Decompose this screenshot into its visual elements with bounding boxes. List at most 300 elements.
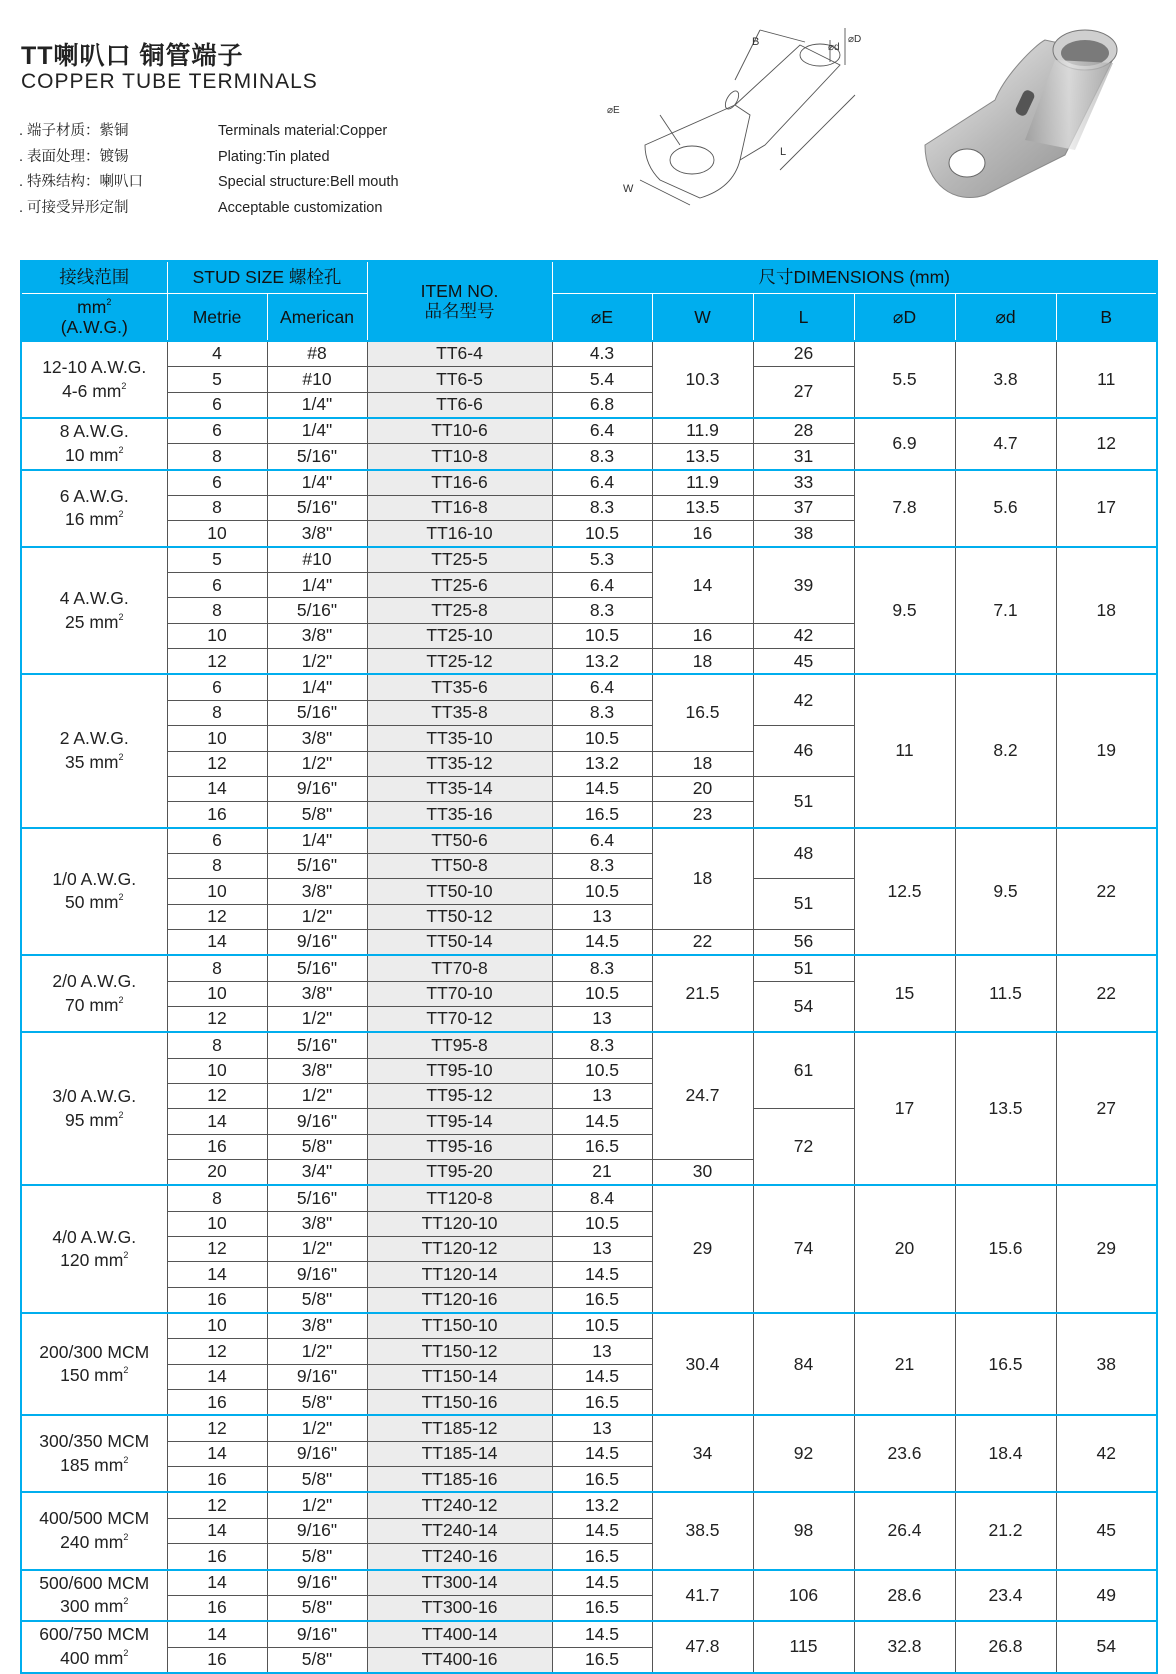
tube-outline	[735, 45, 840, 160]
wire-range-mm	[22, 891, 167, 915]
wire-range-mm-value: 70 mm	[65, 994, 119, 1015]
dim-l-cell: 61	[753, 1032, 854, 1109]
dim-e-cell: 14.5	[552, 1109, 652, 1134]
item-no-cell: TT150-16	[367, 1390, 552, 1416]
dim-w-cell: 47.8	[652, 1621, 753, 1673]
metric-cell: 12	[167, 1083, 267, 1108]
american-cell: 5/8"	[267, 1595, 367, 1621]
wire-range-mm	[22, 1249, 167, 1273]
item-no-cell: TT35-16	[367, 802, 552, 828]
metric-cell: 14	[167, 1441, 267, 1466]
dim-e-cell: 16.5	[552, 1647, 652, 1673]
spec-material-en: Terminals material:Copper	[218, 123, 388, 139]
dim-w-cell: 24.7	[652, 1032, 753, 1159]
item-no-cell: TT300-16	[367, 1595, 552, 1621]
lug-hole-outline	[670, 146, 714, 174]
wire-range-cell	[21, 1032, 167, 1185]
table-row	[21, 1185, 1157, 1211]
metric-cell: 8	[167, 1185, 267, 1211]
wire-range-mm-value: 400 mm	[60, 1648, 124, 1669]
wire-range-awg: 4 A.W.G.	[59, 587, 129, 608]
wire-range-cell	[21, 470, 167, 547]
header-wire-unit-mm: mm	[77, 296, 107, 317]
table-row	[21, 1313, 1157, 1339]
table-row	[21, 828, 1157, 854]
item-no-cell: TT6-6	[367, 392, 552, 418]
american-cell: 3/8"	[267, 726, 367, 751]
metric-cell: 14	[167, 1262, 267, 1287]
american-cell: 3/8"	[267, 623, 367, 648]
metric-cell: 14	[167, 1570, 267, 1596]
dim-e-cell: 14.5	[552, 1441, 652, 1466]
dim-l-cell: 46	[753, 726, 854, 777]
specification-table	[20, 260, 1158, 1674]
dim-e-cell: 14.5	[552, 776, 652, 801]
spec-structure-en: Special structure:Bell mouth	[218, 174, 399, 190]
metric-cell: 14	[167, 1518, 267, 1543]
wire-range-mm	[22, 508, 167, 532]
wire-range-awg: 1/0 A.W.G.	[52, 868, 137, 889]
item-no-cell: TT400-14	[367, 1621, 552, 1647]
table-body	[21, 341, 1157, 1673]
label-l: L	[780, 146, 787, 158]
american-cell: 1/4"	[267, 674, 367, 700]
table-row	[21, 1621, 1157, 1647]
dim-b-cell: 11	[1056, 341, 1157, 418]
wire-range-mm-sup: 2	[121, 380, 127, 391]
dim-l-cell: 48	[753, 828, 854, 879]
item-no-cell: TT150-10	[367, 1313, 552, 1339]
item-no-cell: TT35-6	[367, 674, 552, 700]
item-no-cell: TT10-8	[367, 444, 552, 470]
american-cell: 5/8"	[267, 1467, 367, 1493]
photo-lug-hole	[949, 149, 985, 177]
wire-range-mm	[22, 1454, 167, 1478]
dim-d-inner-cell: 15.6	[955, 1185, 1056, 1313]
metric-cell: 8	[167, 1032, 267, 1058]
dim-l-cell: 28	[753, 418, 854, 444]
wire-range-mm	[22, 1647, 167, 1671]
dim-d-inner-cell: 9.5	[955, 828, 1056, 956]
wire-range-cell	[21, 547, 167, 675]
item-no-cell: TT185-14	[367, 1441, 552, 1466]
wire-range-mm-sup: 2	[123, 1454, 129, 1465]
dim-w-cell: 23	[652, 802, 753, 828]
wire-range-awg: 6 A.W.G.	[59, 485, 129, 506]
dim-d-outer-cell: 6.9	[854, 418, 955, 470]
wire-range-mm-value: 4-6 mm	[62, 380, 122, 401]
metric-cell: 10	[167, 1058, 267, 1083]
wire-range-mm-sup: 2	[123, 1365, 129, 1376]
dim-l-cell: 33	[753, 470, 854, 496]
wire-range-mm-sup: 2	[118, 1109, 124, 1120]
wire-range-cell	[21, 828, 167, 956]
item-no-cell: TT35-14	[367, 776, 552, 801]
metric-cell: 16	[167, 1467, 267, 1493]
dim-l-cell: 26	[753, 341, 854, 367]
item-no-cell: TT16-10	[367, 521, 552, 547]
dim-e-cell: 13	[552, 1083, 652, 1108]
dim-d-outer-cell: 15	[854, 955, 955, 1032]
metric-cell: 5	[167, 547, 267, 573]
american-cell: 3/8"	[267, 1313, 367, 1339]
dim-b-cell: 12	[1056, 418, 1157, 470]
header-dim-w: W	[652, 294, 753, 342]
wire-range-mm-sup: 2	[118, 892, 124, 903]
dim-b-cell: 29	[1056, 1185, 1157, 1313]
wire-range-awg: 600/750 MCM	[39, 1624, 150, 1645]
american-cell: 1/4"	[267, 470, 367, 496]
label-dE: ⌀E	[607, 105, 620, 116]
american-cell: 3/8"	[267, 1058, 367, 1083]
metric-cell: 8	[167, 853, 267, 878]
dim-w-cell: 14	[652, 547, 753, 624]
label-b: B	[752, 36, 760, 48]
metric-cell: 12	[167, 1492, 267, 1518]
dim-e-cell: 6.4	[552, 418, 652, 444]
wire-range-mm	[22, 751, 167, 775]
item-no-cell: TT50-8	[367, 853, 552, 878]
wire-range-mm	[22, 994, 167, 1018]
wire-range-mm-sup: 2	[118, 509, 124, 520]
wire-range-cell	[21, 418, 167, 470]
dim-d-inner-cell: 8.2	[955, 674, 1056, 827]
american-cell: 1/2"	[267, 904, 367, 929]
wire-range-cell	[21, 1492, 167, 1569]
item-no-cell: TT240-12	[367, 1492, 552, 1518]
dim-l-cell: 42	[753, 623, 854, 648]
table-row	[21, 341, 1157, 367]
header-dim-d-inner: ⌀d	[955, 294, 1056, 342]
dim-d-inner-cell: 26.8	[955, 1621, 1056, 1673]
american-cell: 9/16"	[267, 1570, 367, 1596]
dim-w-cell: 11.9	[652, 470, 753, 496]
header-dim-b: B	[1056, 294, 1157, 342]
wire-range-mm-value: 120 mm	[60, 1250, 124, 1271]
american-cell: 3/8"	[267, 981, 367, 1006]
american-cell: 9/16"	[267, 1518, 367, 1543]
item-no-cell: TT95-8	[367, 1032, 552, 1058]
american-cell: #10	[267, 547, 367, 573]
dim-w-cell: 16	[652, 521, 753, 547]
dim-e-cell: 10.5	[552, 623, 652, 648]
dim-w-cell: 34	[652, 1415, 753, 1492]
american-cell: 5/8"	[267, 802, 367, 828]
header-dim-l: L	[753, 294, 854, 342]
dim-l-cell: 84	[753, 1313, 854, 1415]
american-cell: 9/16"	[267, 929, 367, 955]
wire-range-mm-value: 240 mm	[60, 1531, 124, 1552]
american-cell: 5/16"	[267, 955, 367, 981]
page-title-en: COPPER TUBE TERMINALS	[21, 70, 318, 93]
dim-d-inner-cell: 16.5	[955, 1313, 1056, 1415]
american-cell: #10	[267, 367, 367, 392]
dimension-line-b	[760, 30, 805, 42]
wire-range-awg: 12-10 A.W.G.	[42, 356, 147, 377]
dim-e-cell: 13.2	[552, 649, 652, 675]
wire-range-cell	[21, 1621, 167, 1673]
dim-l-cell: 42	[753, 674, 854, 725]
dim-b-cell: 42	[1056, 1415, 1157, 1492]
item-no-cell: TT185-16	[367, 1467, 552, 1493]
item-no-cell: TT50-14	[367, 929, 552, 955]
wire-range-awg: 200/300 MCM	[39, 1341, 150, 1362]
metric-cell: 16	[167, 1390, 267, 1416]
table-row	[21, 418, 1157, 444]
dim-e-cell: 10.5	[552, 1313, 652, 1339]
metric-cell: 12	[167, 1237, 267, 1262]
american-cell: 9/16"	[267, 776, 367, 801]
metric-cell: 5	[167, 367, 267, 392]
dim-e-cell: 14.5	[552, 929, 652, 955]
american-cell: 5/8"	[267, 1647, 367, 1673]
dim-b-cell: 45	[1056, 1492, 1157, 1569]
item-no-cell: TT95-16	[367, 1134, 552, 1159]
dim-w-cell: 29	[652, 1185, 753, 1313]
dim-e-cell: 5.4	[552, 367, 652, 392]
header-wire-range: 接线范围	[21, 261, 167, 294]
item-no-cell: TT50-12	[367, 904, 552, 929]
page-title-cn: TT喇叭口 铜管端子	[21, 42, 244, 70]
item-no-cell: TT95-12	[367, 1083, 552, 1108]
dim-e-cell: 8.3	[552, 496, 652, 521]
item-no-cell: TT240-16	[367, 1544, 552, 1570]
american-cell: 3/8"	[267, 879, 367, 904]
dim-d-outer-cell: 28.6	[854, 1570, 955, 1622]
item-no-cell: TT150-14	[367, 1364, 552, 1389]
dim-d-outer-cell: 32.8	[854, 1621, 955, 1673]
dim-d-outer-cell: 20	[854, 1185, 955, 1313]
item-no-cell: TT120-14	[367, 1262, 552, 1287]
metric-cell: 12	[167, 1415, 267, 1441]
dimension-line-l	[780, 95, 855, 170]
wire-range-awg: 2 A.W.G.	[59, 728, 129, 749]
dim-e-cell: 6.4	[552, 828, 652, 854]
american-cell: 5/8"	[267, 1287, 367, 1313]
american-cell: 5/8"	[267, 1390, 367, 1416]
dim-b-cell: 54	[1056, 1621, 1157, 1673]
dim-w-cell: 16.5	[652, 674, 753, 751]
wire-range-mm-value: 95 mm	[65, 1109, 119, 1130]
dim-e-cell: 8.3	[552, 598, 652, 623]
metric-cell: 4	[167, 341, 267, 367]
item-no-cell: TT6-4	[367, 341, 552, 367]
dim-w-cell: 18	[652, 751, 753, 776]
dim-l-cell: 56	[753, 929, 854, 955]
metric-cell: 12	[167, 904, 267, 929]
dim-b-cell: 17	[1056, 470, 1157, 547]
item-no-cell: TT6-5	[367, 367, 552, 392]
spec-plating-cn: . 表面处理：镀锡	[19, 148, 129, 165]
dim-w-cell: 41.7	[652, 1570, 753, 1622]
dim-e-cell: 8.3	[552, 444, 652, 470]
wire-range-mm-value: 50 mm	[65, 892, 119, 913]
dim-e-cell: 14.5	[552, 1518, 652, 1543]
table-row	[21, 547, 1157, 573]
dim-e-cell: 10.5	[552, 521, 652, 547]
dim-e-cell: 6.4	[552, 470, 652, 496]
item-no-cell: TT50-10	[367, 879, 552, 904]
dim-b-cell: 22	[1056, 828, 1157, 956]
metric-cell: 20	[167, 1160, 267, 1186]
table-row	[21, 1032, 1157, 1058]
item-no-cell: TT400-16	[367, 1647, 552, 1673]
metric-cell: 16	[167, 802, 267, 828]
dim-l-cell: 27	[753, 367, 854, 418]
metric-cell: 6	[167, 674, 267, 700]
wire-range-mm-value: 35 mm	[65, 752, 119, 772]
wire-range-mm-value: 300 mm	[60, 1596, 124, 1617]
table-row	[21, 1492, 1157, 1518]
american-cell: 1/2"	[267, 751, 367, 776]
american-cell: 1/4"	[267, 573, 367, 598]
metric-cell: 8	[167, 955, 267, 981]
wire-range-mm-sup: 2	[123, 1250, 129, 1261]
item-no-cell: TT120-12	[367, 1237, 552, 1262]
metric-cell: 14	[167, 776, 267, 801]
wire-range-awg: 3/0 A.W.G.	[52, 1086, 137, 1107]
dim-w-cell: 18	[652, 649, 753, 675]
wire-range-mm-sup: 2	[123, 1648, 129, 1659]
american-cell: 1/4"	[267, 392, 367, 418]
dim-l-cell: 74	[753, 1185, 854, 1313]
item-no-cell: TT35-12	[367, 751, 552, 776]
item-no-cell: TT240-14	[367, 1518, 552, 1543]
label-dD: ⌀D	[848, 34, 862, 45]
dim-l-cell: 38	[753, 521, 854, 547]
dim-d-inner-cell: 11.5	[955, 955, 1056, 1032]
wire-range-cell	[21, 674, 167, 827]
item-no-cell: TT25-5	[367, 547, 552, 573]
dim-e-cell: 16.5	[552, 1134, 652, 1159]
dim-e-cell: 13	[552, 904, 652, 929]
dim-e-cell: 13	[552, 1237, 652, 1262]
dim-e-cell: 13	[552, 1006, 652, 1032]
item-no-cell: TT25-6	[367, 573, 552, 598]
dim-d-outer-cell: 23.6	[854, 1415, 955, 1492]
american-cell: 5/16"	[267, 444, 367, 470]
item-no-cell: TT120-10	[367, 1211, 552, 1236]
dim-b-cell: 38	[1056, 1313, 1157, 1415]
dim-e-cell: 13	[552, 1339, 652, 1364]
metric-cell: 8	[167, 496, 267, 521]
wire-range-mm-sup: 2	[123, 1531, 129, 1542]
american-cell: 9/16"	[267, 1441, 367, 1466]
metric-cell: 6	[167, 573, 267, 598]
dim-d-inner-cell: 18.4	[955, 1415, 1056, 1492]
table-row	[21, 674, 1157, 700]
dim-e-cell: 8.3	[552, 955, 652, 981]
dim-d-outer-cell: 26.4	[854, 1492, 955, 1569]
dim-e-cell: 10.5	[552, 1211, 652, 1236]
item-no-cell: TT120-16	[367, 1287, 552, 1313]
american-cell: 5/8"	[267, 1544, 367, 1570]
item-no-cell: TT10-6	[367, 418, 552, 444]
header-item-no-en: ITEM NO.	[420, 280, 499, 301]
dim-l-cell: 98	[753, 1492, 854, 1569]
dim-b-cell: 27	[1056, 1032, 1157, 1185]
dim-w-cell: 20	[652, 776, 753, 801]
american-cell: 1/4"	[267, 828, 367, 854]
wire-range-mm-sup: 2	[118, 444, 124, 455]
header-metric: Metrie	[167, 294, 267, 342]
metric-cell: 10	[167, 623, 267, 648]
dim-e-cell: 4.3	[552, 341, 652, 367]
dim-b-cell: 18	[1056, 547, 1157, 675]
american-cell: 5/16"	[267, 496, 367, 521]
dim-l-cell: 54	[753, 981, 854, 1032]
item-no-cell: TT16-6	[367, 470, 552, 496]
dim-w-cell: 11.9	[652, 418, 753, 444]
american-cell: 1/2"	[267, 1415, 367, 1441]
dim-e-cell: 6.4	[552, 573, 652, 598]
item-no-cell: TT35-8	[367, 700, 552, 725]
label-w: W	[623, 183, 634, 195]
dim-e-cell: 10.5	[552, 981, 652, 1006]
header-stud-size: STUD SIZE 螺栓孔	[167, 261, 367, 294]
dim-b-cell: 49	[1056, 1570, 1157, 1622]
wire-range-cell	[21, 1313, 167, 1415]
dim-e-cell: 16.5	[552, 1467, 652, 1493]
metric-cell: 16	[167, 1595, 267, 1621]
metric-cell: 6	[167, 470, 267, 496]
dim-e-cell: 13.2	[552, 1492, 652, 1518]
american-cell: 3/8"	[267, 1211, 367, 1236]
metric-cell: 14	[167, 1109, 267, 1134]
table-row	[21, 1415, 1157, 1441]
header-item-no	[367, 261, 552, 341]
dim-d-outer-cell: 11	[854, 674, 955, 827]
metric-cell: 6	[167, 392, 267, 418]
wire-range-cell	[21, 341, 167, 418]
wire-range-awg: 300/350 MCM	[39, 1431, 150, 1452]
spec-structure-cn: . 特殊结构：喇叭口	[19, 174, 144, 190]
dim-w-cell: 13.5	[652, 444, 753, 470]
metric-cell: 12	[167, 649, 267, 675]
dim-l-cell: 92	[753, 1415, 854, 1492]
wire-range-mm	[22, 444, 167, 468]
dim-e-cell: 6.4	[552, 674, 652, 700]
dim-d-outer-cell: 12.5	[854, 828, 955, 956]
dim-b-cell: 22	[1056, 955, 1157, 1032]
metric-cell: 10	[167, 879, 267, 904]
dim-e-cell: 8.4	[552, 1185, 652, 1211]
header-wire-unit-sup: 2	[106, 296, 112, 307]
dim-d-inner-cell: 13.5	[955, 1032, 1056, 1185]
dim-d-inner-cell: 7.1	[955, 547, 1056, 675]
table-row	[21, 955, 1157, 981]
dim-l-cell: 39	[753, 547, 854, 624]
item-no-cell: TT50-6	[367, 828, 552, 854]
dim-e-cell: 10.5	[552, 1058, 652, 1083]
metric-cell: 10	[167, 981, 267, 1006]
dim-l-cell: 115	[753, 1621, 854, 1673]
dim-e-cell: 14.5	[552, 1621, 652, 1647]
metric-cell: 14	[167, 1364, 267, 1389]
dim-w-cell: 22	[652, 929, 753, 955]
item-no-cell: TT25-8	[367, 598, 552, 623]
metric-cell: 12	[167, 1339, 267, 1364]
header-dimensions: 尺寸DIMENSIONS (mm)	[552, 261, 1157, 294]
specs-cn-list	[19, 119, 143, 221]
dim-e-cell: 16.5	[552, 802, 652, 828]
metric-cell: 10	[167, 1313, 267, 1339]
dim-e-cell: 16.5	[552, 1595, 652, 1621]
dim-w-cell: 13.5	[652, 496, 753, 521]
wire-range-mm-sup: 2	[118, 994, 124, 1005]
wire-range-awg: 500/600 MCM	[39, 1572, 150, 1593]
american-cell: 1/2"	[267, 1083, 367, 1108]
